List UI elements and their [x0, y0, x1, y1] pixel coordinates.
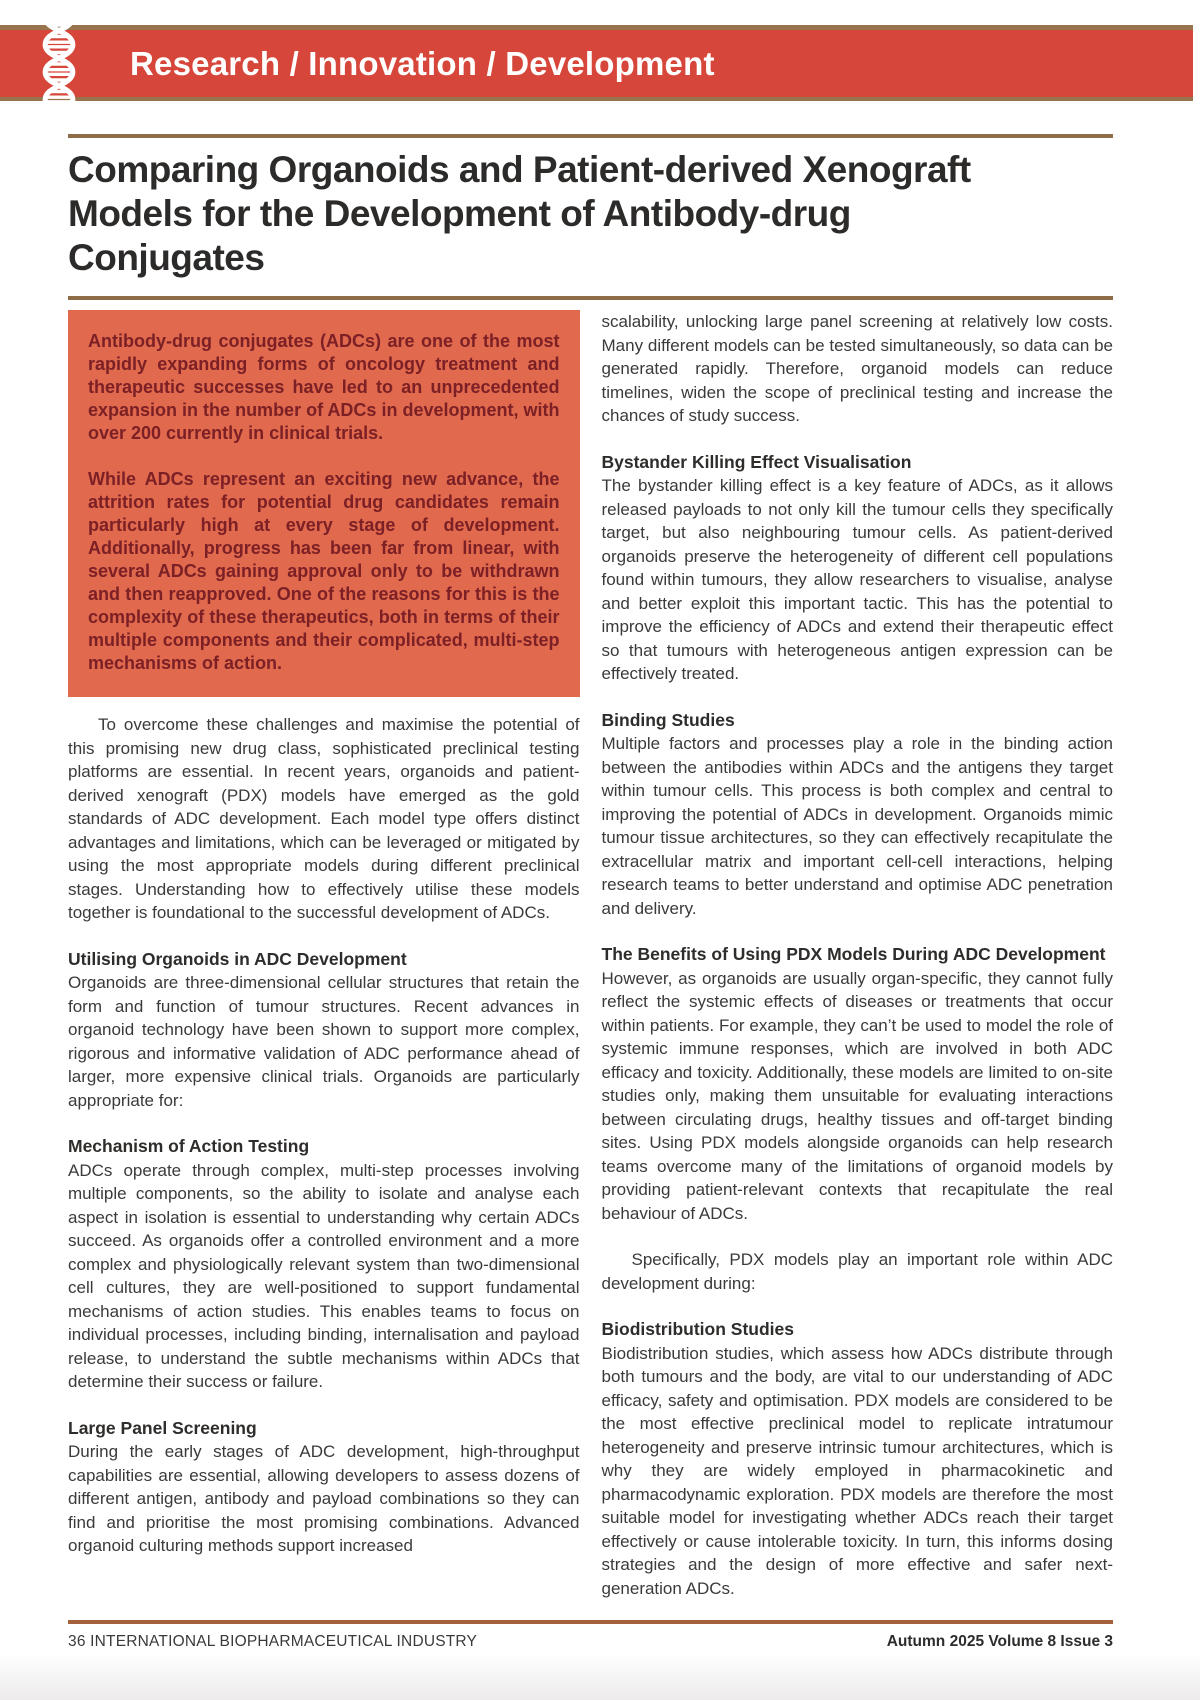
- body-paragraph: Multiple factors and processes play a role in the binding action between the antibodies within ADCs and the antigens they target within tumour cells. This process is both complex and central to improving the potential of ADCs in development. Organoids mimic tumour tissue architectures, so they can effectively recapitulate the extracellular matrix and important cell-cell interactions, helping research teams to better understand and optimise ADC penetration and delivery.: [601, 734, 1113, 918]
- right-column: [602, 310, 1114, 1600]
- section-banner: [0, 25, 1193, 101]
- section-heading: Biodistribution Studies: [601, 1319, 794, 1339]
- body-paragraph: However, as organoids are usually organ-specific, they cannot fully reflect the systemic effects of diseases or treatments that occur within patients. For example, they can’t be used to model the role of systemic immune responses, which are involved in both ADC efficacy and toxicity. Additionally, these models are limited to on-site studies only, making them unsuitable for evaluating interactions between circulating drugs, healthy tissues and off-target binding sites. Using PDX models alongside organoids can help research teams overcome many of the limitations of organoid models by providing patient-relevant contexts that recapitulate the real behaviour of ADCs.: [601, 968, 1113, 1223]
- callout-paragraph: Antibody-drug conjugates (ADCs) are one of the most rapidly expanding forms of oncology treatment and therapeutic successes have led to an unprecedented expansion in the number of ADCs in development, with over 200 currently in clinical trials.: [88, 331, 560, 443]
- footer-rule: [68, 1620, 1113, 1624]
- section-heading: Bystander Killing Effect Visualisation: [601, 451, 912, 472]
- body-paragraph: scalability, unlocking large panel screening at relatively low costs. Many different models can be tested simultaneously, so data can be generated rapidly. Therefore, organoid models can reduce timelines, widen the scope of preclinical testing and increase the chances of study success.: [601, 312, 1113, 425]
- footer-issue-info: Autumn 2025 Volume 8 Issue 3: [886, 1633, 1113, 1650]
- dna-helix-icon: [36, 17, 82, 127]
- left-column: [68, 310, 580, 1600]
- banner-label: Research / Innovation / Development: [130, 44, 715, 82]
- abstract-callout-box: [68, 310, 580, 697]
- left-column-body: [68, 713, 580, 1558]
- body-paragraph: Organoids are three-dimensional cellular structures that retain the form and function of tumour structures. Recent advances in organoid technology have been shown to support more complex, rigorous and informative validation of ADC performance ahead of larger, more expensive clinical trials. Organoids are particularly appropriate for:: [68, 973, 580, 1110]
- section-heading: Utilising Organoids in ADC Development: [68, 948, 407, 969]
- body-paragraph: Specifically, PDX models play an important role within ADC development during:: [601, 1250, 1113, 1293]
- two-column-layout: [68, 310, 1113, 1600]
- page-bottom-shade: [0, 1654, 1200, 1700]
- footer-journal-name: 36 INTERNATIONAL BIOPHARMACEUTICAL INDUSTRY: [68, 1633, 478, 1650]
- section-heading: The Benefits of Using PDX Models During ADC Development: [601, 944, 1106, 964]
- page-footer: [68, 1620, 1113, 1651]
- body-paragraph: To overcome these challenges and maximise the potential of this promising new drug class, sophisticated preclinical testing platforms are essential. In recent years, organoids and patient-derived xenograft (PDX) models have emerged as the gold standards of ADC development. Each model type offers distinct advantages and limitations, which can be leveraged or mitigated by using the most appropriate models during different preclinical stages. Understanding how to effectively utilise these models together is foundational to the successful development of ADCs.: [68, 715, 580, 922]
- body-paragraph: Biodistribution studies, which assess how ADCs distribute through both tumours and the body, are vital to our understanding of ADC efficacy, safety and optimisation. PDX models are considered to be the most effective preclinical model to replicate intratumour heterogeneity and preserve intrinsic tumour architectures, which is why they are widely employed in pharmacokinetic and pharmacodynamic exploration. PDX models are therefore the most suitable model for investigating whether ADCs reach their target effectively or cause intolerable toxicity. In turn, this informs dosing strategies and the design of more effective and safer next-generation ADCs.: [601, 1343, 1113, 1598]
- title-bottom-rule: [68, 296, 1113, 300]
- section-heading: Binding Studies: [601, 709, 735, 730]
- page-title: Comparing Organoids and Patient-derived Xenograft Models for the Development of Antibody-drug Conjugates: [68, 149, 971, 278]
- article-content: [68, 134, 1113, 1600]
- body-paragraph: During the early stages of ADC development, high-throughput capabilities are essential, allowing developers to assess dozens of different antigen, antibody and payload combinations so they can find and prioritise the most promising combinations. Advanced organoid culturing methods support increased: [68, 1442, 580, 1555]
- section-heading: Large Panel Screening: [68, 1417, 257, 1438]
- body-paragraph: The bystander killing effect is a key feature of ADCs, as it allows released payloads to not only kill the tumour cells they specifically target, but also neighbouring tumour cells. As patient-derived organoids preserve the heterogeneity of different cell populations found within tumours, they allow researchers to visualise, analyse and better exploit this important tactic. This has the potential to improve the efficiency of ADCs and extend their therapeutic effect so that tumours with heterogeneous antigen expression can be effectively treated.: [601, 476, 1113, 683]
- body-paragraph: ADCs operate through complex, multi-step processes involving multiple components, so the ability to isolate and analyse each aspect in isolation is essential to understanding why certain ADCs succeed. As organoids offer a controlled environment and a more complex and physiologically relevant system than two-dimensional cell cultures, they are well-positioned to support fundamental mechanisms of action studies. This enables teams to focus on individual processes, including binding, internalisation and payload release, to understand the subtle mechanisms within ADCs that determine their success or failure.: [68, 1160, 580, 1391]
- callout-paragraph: While ADCs represent an exciting new advance, the attrition rates for potential drug candidates remain particularly high at every stage of development. Additionally, progress has been far from linear, with several ADCs gaining approval only to be withdrawn and then reapproved. One of the reasons for this is the complexity of these therapeutics, both in terms of their multiple components and their complicated, multi-step mechanisms of action.: [88, 469, 560, 673]
- section-heading: Mechanism of Action Testing: [68, 1136, 310, 1156]
- title-top-rule: [68, 134, 1113, 138]
